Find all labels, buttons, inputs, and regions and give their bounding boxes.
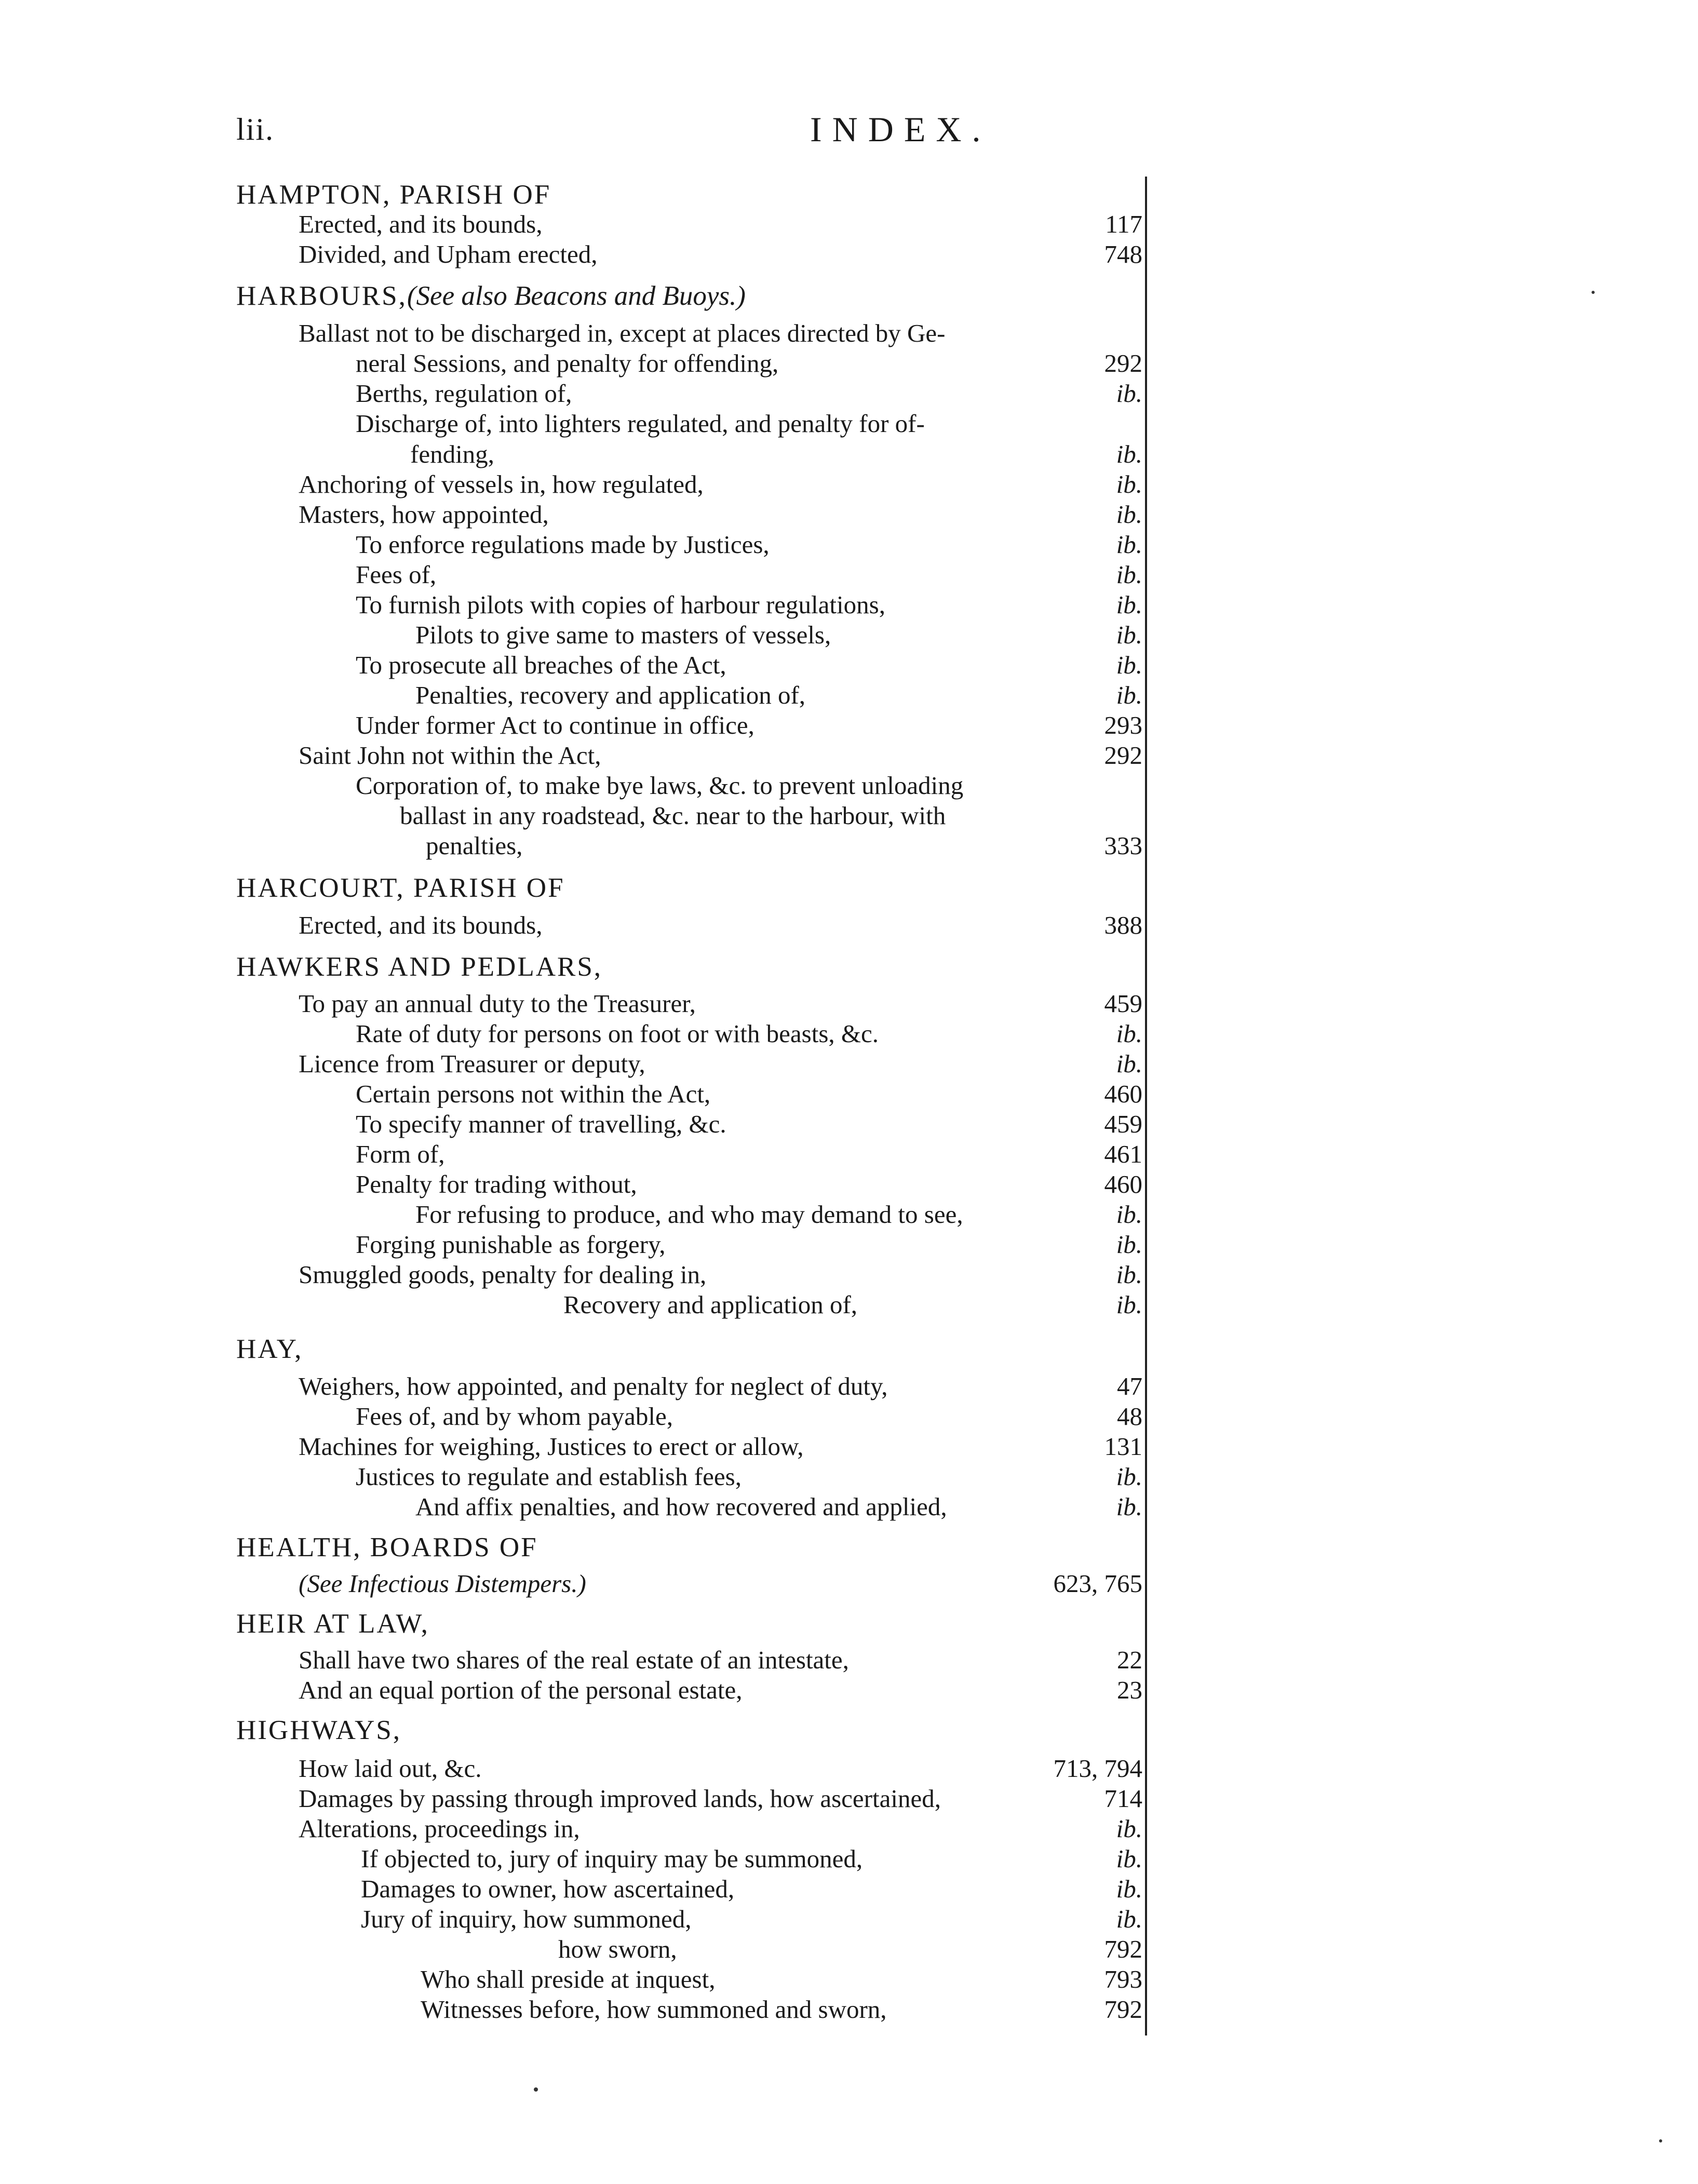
page-reference: ib. — [1116, 621, 1142, 649]
index-entry — [299, 469, 704, 500]
index-entry — [299, 740, 601, 771]
index-heading — [236, 872, 565, 904]
page-reference: 293 — [1104, 711, 1142, 739]
scan-speck — [1592, 291, 1595, 294]
entry-text: Smuggled goods, penalty for dealing in, — [299, 1260, 707, 1289]
page-reference: ib. — [1116, 560, 1142, 589]
page-number: lii. — [236, 112, 275, 146]
index-entry — [299, 499, 549, 530]
index-entry — [356, 1461, 742, 1492]
page-reference: 792 — [1104, 1995, 1142, 2024]
entry-text: How laid out, &c. — [299, 1754, 482, 1783]
index-entry — [361, 1873, 734, 1905]
page-reference: 23 — [1117, 1676, 1142, 1704]
index-entry — [299, 1675, 743, 1706]
index-entry — [356, 1229, 666, 1260]
entry-text: And an equal portion of the personal estate, — [299, 1676, 743, 1704]
index-entry — [356, 529, 770, 560]
index-heading — [236, 1715, 401, 1746]
entry-text: Justices to regulate and establish fees, — [356, 1462, 742, 1491]
entry-text: HARCOURT, PARISH OF — [236, 873, 565, 903]
index-entry — [299, 1259, 706, 1290]
page-reference: ib. — [1116, 379, 1142, 408]
page-reference: 623, 765 — [1053, 1569, 1142, 1598]
entry-text: neral Sessions, and penalty for offending, — [356, 349, 779, 378]
entry-text: HAMPTON, PARISH OF — [236, 180, 551, 210]
page-reference: 792 — [1104, 1935, 1142, 1963]
index-entry — [426, 830, 522, 861]
entry-text: Forging punishable as forgery, — [356, 1230, 666, 1259]
index-entry — [299, 1813, 580, 1844]
page-reference: ib. — [1116, 470, 1142, 498]
page-reference: 459 — [1104, 989, 1142, 1018]
entry-text: Alterations, proceedings in, — [299, 1814, 580, 1843]
index-entry — [356, 408, 925, 439]
entry-text: If objected to, jury of inquiry may be summoned, — [361, 1844, 863, 1873]
index-entry — [421, 1964, 715, 1995]
entry-text: To pay an annual duty to the Treasurer, — [299, 989, 696, 1018]
entry-text: To prosecute all breaches of the Act, — [356, 651, 726, 679]
index-entry — [356, 1018, 879, 1049]
index-entry — [415, 619, 831, 651]
entry-text: Machines for weighing, Justices to erect or allow, — [299, 1432, 804, 1461]
index-heading — [236, 280, 746, 312]
page-reference: ib. — [1116, 440, 1142, 468]
page-reference: 459 — [1104, 1110, 1142, 1138]
entry-text: HAWKERS AND PEDLARS, — [236, 952, 603, 982]
entry-text: Licence from Treasurer or deputy, — [299, 1049, 645, 1078]
entry-text: HARBOURS, — [236, 281, 407, 311]
entry-text: Divided, and Upham erected, — [299, 240, 598, 268]
index-entry — [299, 209, 542, 240]
index-entry — [299, 910, 542, 941]
page-reference: ib. — [1116, 1290, 1142, 1319]
page-reference: ib. — [1116, 1019, 1142, 1048]
entry-text: Fees of, and by whom payable, — [356, 1402, 673, 1431]
page-reference: ib. — [1116, 1875, 1142, 1903]
index-entry — [299, 318, 945, 349]
entry-text: To furnish pilots with copies of harbour regulations, — [356, 590, 885, 619]
page-reference: 22 — [1117, 1646, 1142, 1674]
page-reference: 333 — [1104, 831, 1142, 860]
index-entry — [410, 439, 494, 470]
index-entry — [299, 1048, 645, 1080]
page-reference: 793 — [1104, 1965, 1142, 1993]
page-reference: 461 — [1104, 1140, 1142, 1168]
page-reference: ib. — [1116, 1905, 1142, 1933]
scan-speck — [534, 2087, 538, 2092]
page-reference: ib. — [1116, 681, 1142, 709]
entry-text: Anchoring of vessels in, how regulated, — [299, 470, 704, 498]
index-entry — [356, 1078, 710, 1110]
page-reference: ib. — [1116, 651, 1142, 679]
entry-text: Damages by passing through improved lands, how ascertained, — [299, 1784, 941, 1813]
entry-text: Certain persons not within the Act, — [356, 1080, 711, 1108]
page-reference: 131 — [1104, 1432, 1142, 1461]
entry-text: HEALTH, BOARDS OF — [236, 1532, 538, 1562]
index-entry — [299, 1753, 481, 1784]
entry-text: Penalty for trading without, — [356, 1170, 637, 1198]
entry-text: HEIR AT LAW, — [236, 1609, 429, 1639]
index-entry — [415, 1199, 963, 1230]
page-reference: 47 — [1117, 1372, 1142, 1400]
page-reference: 748 — [1104, 240, 1142, 268]
entry-text: Who shall preside at inquest, — [421, 1965, 716, 1993]
entry-text: Saint John not within the Act, — [299, 741, 601, 770]
entry-text: Witnesses before, how summoned and sworn, — [421, 1995, 887, 2024]
entry-text: Berths, regulation of, — [356, 379, 572, 408]
cross-reference-note: (See also Beacons and Buoys.) — [407, 281, 746, 311]
page-title: INDEX. — [810, 110, 991, 149]
entry-text: Ballast not to be discharged in, except at places directed by Ge- — [299, 319, 946, 347]
index-entry — [299, 239, 598, 270]
entry-text: For refusing to produce, and who may demand to see, — [415, 1200, 963, 1229]
entry-text: fending, — [410, 440, 494, 468]
entry-text: Jury of inquiry, how summoned, — [361, 1905, 692, 1933]
index-heading — [236, 179, 551, 210]
index-entry — [558, 1934, 677, 1965]
page-reference: 292 — [1104, 741, 1142, 770]
index-entry — [299, 1371, 888, 1402]
index-entry — [361, 1904, 692, 1935]
index-entry — [299, 1431, 803, 1462]
index-note — [299, 1568, 586, 1599]
index-entry — [415, 680, 805, 711]
index-entry — [415, 1491, 947, 1522]
index-entry — [299, 988, 696, 1019]
index-heading — [236, 1532, 538, 1563]
index-heading — [236, 951, 602, 982]
index-entry — [356, 378, 572, 409]
index-entry — [356, 1169, 637, 1200]
index-entry — [356, 559, 436, 590]
entry-text: Penalties, recovery and application of, — [415, 681, 806, 709]
entry-text: To enforce regulations made by Justices, — [356, 530, 770, 559]
page-reference: ib. — [1116, 1230, 1142, 1259]
entry-text: Recovery and application of, — [563, 1290, 858, 1319]
page-reference: 713, 794 — [1053, 1754, 1142, 1783]
page-reference: ib. — [1116, 500, 1142, 529]
entry-text: Rate of duty for persons on foot or with beasts, &c. — [356, 1019, 879, 1048]
page-reference: 292 — [1104, 349, 1142, 378]
index-entry — [299, 1644, 849, 1676]
entry-text: Damages to owner, how ascertained, — [361, 1875, 735, 1903]
entry-text: (See Infectious Distempers.) — [299, 1569, 586, 1598]
index-entry — [299, 1783, 941, 1814]
page-reference: ib. — [1116, 1260, 1142, 1289]
page-reference: ib. — [1116, 1200, 1142, 1229]
page-reference: ib. — [1116, 1844, 1142, 1873]
page-reference: ib. — [1116, 590, 1142, 619]
index-entry — [356, 1401, 673, 1432]
entry-text: Form of, — [356, 1140, 445, 1168]
entry-text: To specify manner of travelling, &c. — [356, 1110, 726, 1138]
page-reference: 117 — [1105, 210, 1142, 238]
scan-speck — [1659, 2139, 1662, 2142]
entry-text: Shall have two shares of the real estate of an intestate, — [299, 1646, 849, 1674]
entry-text: Masters, how appointed, — [299, 500, 549, 529]
entry-text: Erected, and its bounds, — [299, 210, 543, 238]
entry-text: ballast in any roadstead, &c. near to the harbour, with — [400, 801, 946, 830]
entry-text: Weighers, how appointed, and penalty for neglect of duty, — [299, 1372, 888, 1400]
index-heading — [236, 1333, 303, 1365]
index-entry — [563, 1289, 857, 1320]
page-reference: 48 — [1117, 1402, 1142, 1431]
index-entry — [356, 650, 726, 681]
page-reference: ib. — [1116, 1492, 1142, 1521]
entry-text: HAY, — [236, 1334, 303, 1364]
entry-text: And affix penalties, and how recovered and applied, — [415, 1492, 947, 1521]
entry-text: Under former Act to continue in office, — [356, 711, 754, 739]
page-reference: 460 — [1104, 1170, 1142, 1198]
page-reference: ib. — [1116, 1462, 1142, 1491]
index-entry — [356, 589, 885, 621]
index-entry — [361, 1843, 863, 1875]
entry-text: Pilots to give same to masters of vessels, — [415, 621, 831, 649]
index-entry — [400, 800, 946, 831]
index-entry — [356, 770, 963, 801]
page-reference: ib. — [1116, 1049, 1142, 1078]
index-entry — [356, 710, 754, 741]
index-entry — [356, 348, 778, 379]
entry-text: how sworn, — [558, 1935, 677, 1963]
entry-text: Corporation of, to make bye laws, &c. to prevent unloading — [356, 771, 964, 800]
entry-text: Discharge of, into lighters regulated, and penalty for of- — [356, 409, 925, 438]
entry-text: Erected, and its bounds, — [299, 911, 543, 939]
entry-text: penalties, — [426, 831, 523, 860]
page-reference: ib. — [1116, 530, 1142, 559]
index-entry — [356, 1139, 445, 1170]
page-reference: ib. — [1116, 1814, 1142, 1843]
index-entry — [356, 1109, 726, 1140]
page-reference: 460 — [1104, 1080, 1142, 1108]
entry-text: Fees of, — [356, 560, 437, 589]
entry-text: HIGHWAYS, — [236, 1715, 402, 1745]
index-entry — [421, 1994, 887, 2025]
page-reference: 388 — [1104, 911, 1142, 939]
page-reference: 714 — [1104, 1784, 1142, 1813]
index-heading — [236, 1608, 429, 1639]
